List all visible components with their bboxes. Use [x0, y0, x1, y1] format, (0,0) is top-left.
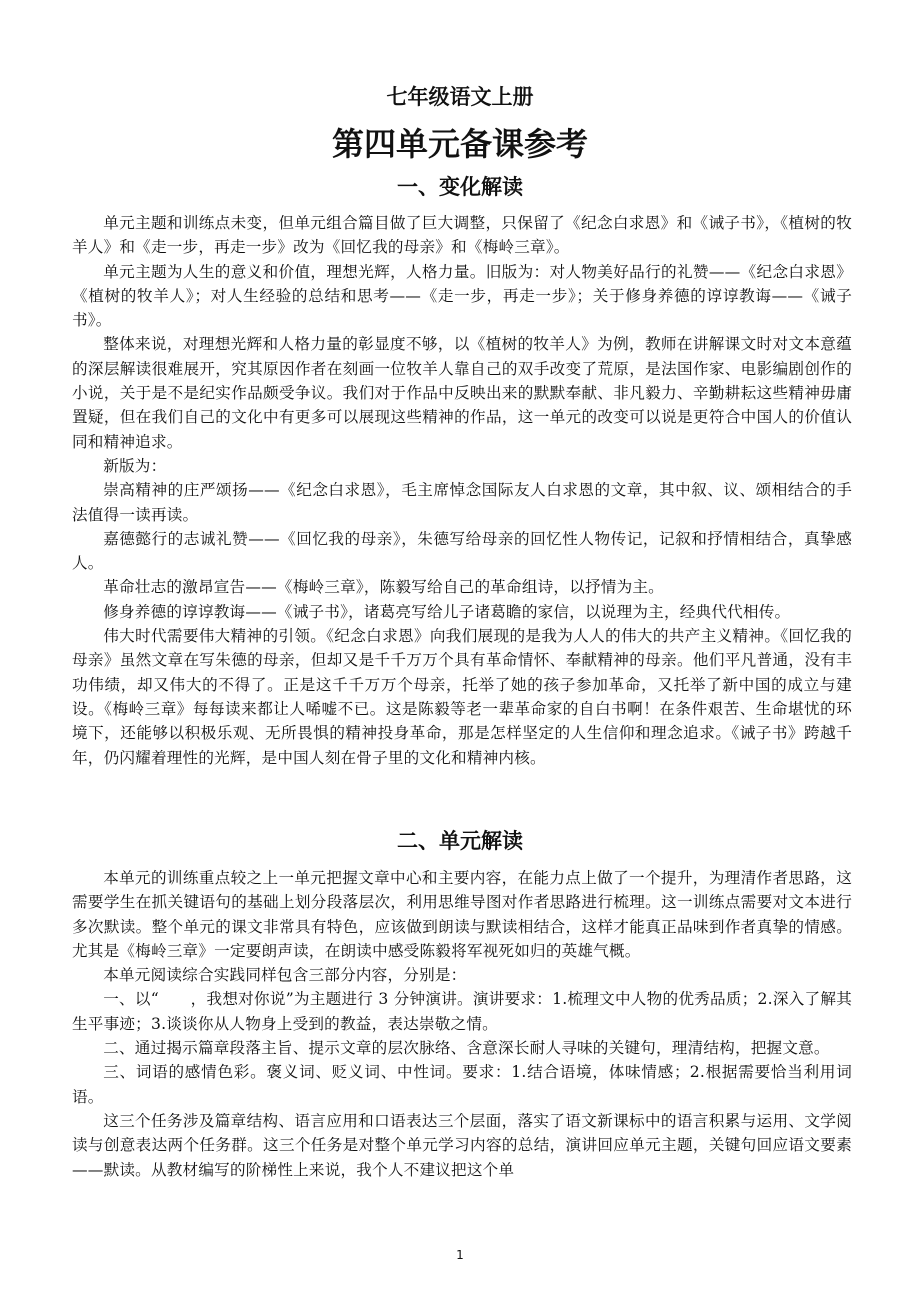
- paragraph: 本单元阅读综合实践同样包含三部分内容，分别是：: [103, 966, 467, 985]
- paragraph: 单元主题和训练点未变，但单元组合篇目做了巨大调整，只保留了《纪念白求恩》和《诫子书》，《植树的牧羊人》和《走一步，再走一步》改为《回忆我的母亲》和《梅岭三章》。: [72, 214, 852, 257]
- paragraph: 二、通过揭示篇章段落主旨、提示文章的层次脉络、含意深长耐人寻味的关键句，理清结构，把握文意。: [103, 1039, 830, 1058]
- paragraph: 崇高精神的庄严颂扬——《纪念白求恩》，毛主席悼念国际友人白求恩的文章，其中叙、议、颂相结合的手法值得一读再读。: [72, 481, 852, 524]
- section-body-1: [72, 211, 852, 770]
- paragraph: 整体来说，对理想光辉和人格力量的彰显度不够，以《植树的牧羊人》为例，教师在讲解课文时对文本意蕴的深层解读很难展开，究其原因作者在刻画一位牧羊人靠自己的双手改变了荒原，是法国作家、电影编剧创作的小说，关于是不是纪实作品颇受争议。我们对于作品中反映出来的默默奉献、非凡毅力、辛勤耕耘这些精神毋庸置疑，但在我们自己的文化中有更多可以展现这些精神的作品，这一单元的改变可以说是更符合中国人的价值认同和精神追求。: [72, 335, 852, 451]
- document-title: 第四单元备课参考: [331, 125, 588, 163]
- paragraph: 嘉德懿行的志诚礼赞——《回忆我的母亲》，朱德写给母亲的回忆性人物传记，记叙和抒情相结合，真挚感人。: [72, 529, 852, 573]
- paragraph: 一、以“ ，我想对你说”为主题进行 3 分钟演讲。演讲要求：1.梳理文中人物的优秀品质；2.深入了解其生平事迹；3.谈谈你从人物身上受到的教益，表达崇敬之情。: [72, 990, 852, 1033]
- section-heading-2: 二、单元解读: [397, 829, 523, 853]
- paragraph: 新版为：: [103, 456, 167, 475]
- paragraph: 伟大时代需要伟大精神的引领。《纪念白求恩》向我们展现的是我为人人的伟大的共产主义精神。《回忆我的母亲》虽然文章在写朱德的母亲，但却又是千千万万个具有革命情怀、奉献精神的母亲。他们平凡普通，没有丰功伟绩，却又伟大的不得了。正是这千千万万个母亲，托举了她的孩子参加革命，又托举了新中国的成立与建设。《梅岭三章》每每读来都让人唏嘘不已。这是陈毅等老一辈革命家的自白书啊！在条件艰苦、生命堪忧的环境下，还能够以积极乐观、无所畏惧的精神投身革命，那是怎样坚定的人生信仰和理念追求。《诫子书》跨越千年，仍闪耀着理性的光辉，是中国人刻在骨子里的文化和精神内核。: [72, 627, 852, 767]
- paragraph: 革命壮志的激昂宣告——《梅岭三章》，陈毅写给自己的革命组诗，以抒情为主。: [103, 578, 664, 597]
- paragraph: 本单元的训练重点较之上一单元把握文章中心和主要内容，在能力点上做了一个提升，为理清作者思路，这需要学生在抓关键语句的基础上划分段落层次，利用思维导图对作者思路进行梳理。这一训练点需要对文本进行多次默读。整个单元的课文非常具有特色，应该做到朗读与默读相结合，这样才能真正品味到作者真挚的情感。尤其是《梅岭三章》一定要朗声读，在朗读中感受陈毅将军视死如归的英雄气概。: [72, 869, 852, 960]
- page-number: 1: [456, 1248, 464, 1262]
- paragraph: 修身养德的谆谆教诲——《诫子书》，诸葛亮写给儿子诸葛瞻的家信，以说理为主，经典代代相传。: [103, 602, 791, 621]
- document-subtitle: 七年级语文上册: [386, 85, 534, 109]
- paragraph: 单元主题为人生的意义和价值，理想光辉，人格力量。旧版为：对人物美好品行的礼赞——《纪念白求恩》《植树的牧羊人》；对人生经验的总结和思考——《走一步，再走一步》；关于修身养德的谆谆教诲——《诫子书》。: [72, 262, 852, 330]
- section-body-2: [72, 866, 852, 1182]
- section-heading-1: 一、变化解读: [397, 175, 523, 199]
- paragraph: 这三个任务涉及篇章结构、语言应用和口语表达三个层面，落实了语文新课标中的语言积累与运用、文学阅读与创意表达两个任务群。这三个任务是对整个单元学习内容的总结，演讲回应单元主题，关键句回应语文要素——默读。从教材编写的阶梯性上来说，我个人不建议把这个单: [72, 1111, 852, 1179]
- paragraph: 三、词语的感情色彩。褒义词、贬义词、中性词。要求：1.结合语境，体味情感；2.根据需要恰当利用词语。: [72, 1063, 852, 1106]
